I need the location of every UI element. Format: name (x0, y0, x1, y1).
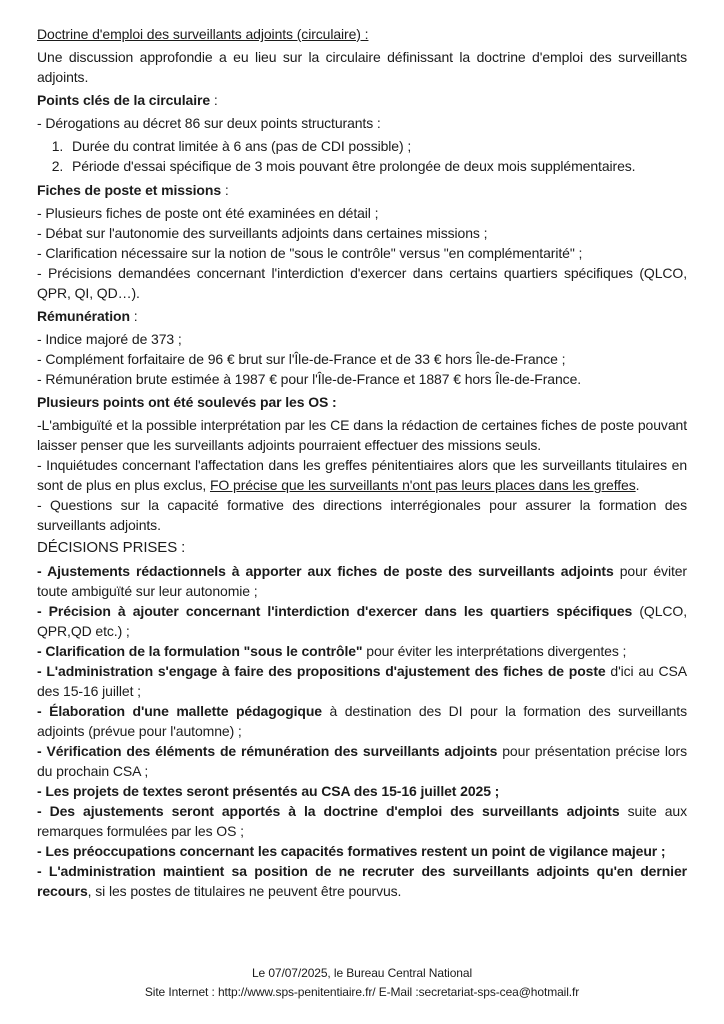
text-segment: Points clés de la circulaire (37, 92, 211, 108)
footer-contact-line: Site Internet : http://www.sps-penitentiaire.fr/ E-Mail :secretariat-sps-cea@hotmail.fr (144, 985, 580, 999)
text-segment: -L'ambiguïté et la possible interprétation par les CE dans la rédaction de certaines fiches de poste pouvant laisser penser que les surveillants adjoints pourraient effectuer des missions seuls. (37, 417, 687, 453)
text-segment: (QLCO, QPR,QD etc.) ; (37, 603, 687, 639)
text-line (37, 781, 687, 801)
text-line (37, 801, 687, 841)
footer-date-line: Le 07/07/2025, le Bureau Central National (251, 966, 473, 980)
text-line (37, 661, 687, 701)
text-segment: : (221, 182, 229, 198)
remuneration-points (37, 329, 687, 389)
intro-paragraph: Une discussion approfondie a eu lieu sur la circulaire définissant la doctrine d'emploi des surveillants adjoints. (37, 49, 687, 85)
list-item: 2. Période d'essai spécifique de 3 mois pouvant être prolongée de deux mois supplémentaires. (67, 156, 687, 176)
fiches-de-poste-points (37, 203, 687, 303)
text-line (37, 243, 687, 263)
section-heading-fiches-de-poste (37, 180, 687, 200)
document-body (37, 90, 687, 901)
text-line (37, 263, 687, 303)
text-segment: . (635, 477, 640, 493)
text-line (37, 741, 687, 781)
text-segment: - Débat sur l'autonomie des surveillants adjoints dans certaines missions ; (37, 225, 488, 241)
text-segment: - Dérogations au décret 86 sur deux points structurants : (37, 115, 381, 131)
section-heading-points-cles (37, 90, 687, 110)
text-segment: , si les postes de titulaires ne peuvent être pourvus. (87, 883, 402, 899)
text-segment: - L'administration maintient sa position de ne recruter des surveillants adjoints qu'en dernier recours (37, 863, 687, 899)
text-line (37, 203, 687, 223)
text-segment: - Clarification de la formulation "sous le contrôle" (37, 643, 363, 659)
text-segment: - Inquiétudes concernant l'affectation dans les greffes pénitentiaires alors que les surveillants titulaires en sont de plus en plus exclus, (37, 457, 687, 493)
text-segment: - Précision à ajouter concernant l'interdiction d'exercer dans les quartiers spécifiques (37, 603, 633, 619)
document-title: Doctrine d'emploi des surveillants adjoints (circulaire) : (37, 26, 369, 42)
list-item: 1. Durée du contrat limitée à 6 ans (pas de CDI possible) ; (67, 136, 687, 156)
text-segment: : (129, 308, 138, 324)
text-segment: - L'administration s'engage à faire des propositions d'ajustement des fiches de poste (37, 663, 606, 679)
text-segment: à destination des DI pour la formation des surveillants adjoints (prévue pour l'automne) ; (37, 703, 687, 739)
text-segment: - Les projets de textes seront présentés au CSA des 15-16 juillet 2025 ; (37, 783, 500, 799)
text-line (37, 495, 687, 535)
contract-ordered-list (37, 136, 687, 176)
section-heading-remuneration (37, 306, 687, 326)
text-line (37, 561, 687, 601)
text-line (37, 349, 687, 369)
text-segment: : (210, 92, 218, 108)
decisions-list (37, 561, 687, 901)
text-segment: - Les préoccupations concernant les capacités formatives restent un point de vigilance majeur ; (37, 843, 666, 859)
section-heading-points-os (37, 392, 687, 412)
text-line (37, 223, 687, 243)
text-line (37, 455, 687, 495)
text-segment: - Ajustements rédactionnels à apporter aux fiches de poste des surveillants adjoints (37, 563, 614, 579)
text-line (37, 841, 687, 861)
text-line (37, 861, 687, 901)
text-segment: Plusieurs points ont été soulevés par les OS : (37, 394, 337, 410)
text-line (37, 601, 687, 641)
text-segment: DÉCISIONS PRISES : (37, 539, 186, 556)
text-line (37, 641, 687, 661)
text-segment: - Des ajustements seront apportés à la doctrine d'emploi des surveillants adjoints (37, 803, 620, 819)
text-segment: - Questions sur la capacité formative des directions interrégionales pour assurer la formation des surveillants adjoints. (37, 497, 687, 533)
text-line (37, 369, 687, 389)
text-line (37, 415, 687, 455)
text-segment: - Précisions demandées concernant l'interdiction d'exercer dans certains quartiers spécifiques (QLCO, QPR, QI, QD…). (37, 265, 687, 301)
text-segment: - Indice majoré de 373 ; (37, 331, 182, 347)
text-segment: - Rémunération brute estimée à 1987 € pour l'Île-de-France et 1887 € hors Île-de-France. (37, 371, 582, 387)
text-segment: - Clarification nécessaire sur la notion de "sous le contrôle" versus "en complémentarité" ; (37, 245, 583, 261)
text-line (37, 701, 687, 741)
text-segment: - Plusieurs fiches de poste ont été examinées en détail ; (37, 205, 379, 221)
text-segment: Fiches de poste et missions (37, 182, 222, 198)
text-segment: pour éviter les interprétations divergentes ; (362, 643, 627, 659)
text-segment: suite aux remarques formulées par les OS ; (37, 803, 687, 839)
text-segment: FO précise que les surveillants n'ont pas leurs places dans les greffes (209, 477, 636, 493)
text-segment: Rémunération (37, 308, 130, 324)
document-footer (0, 964, 724, 1002)
text-segment: pour présentation précise lors du prochain CSA ; (37, 743, 687, 779)
text-segment: - Élaboration d'une mallette pédagogique (37, 703, 322, 719)
os-points (37, 415, 687, 535)
text-segment: - Vérification des éléments de rémunération des surveillants adjoints (37, 743, 498, 759)
section-heading-decisions (37, 538, 687, 558)
derogations-line (37, 113, 687, 133)
text-segment: pour éviter toute ambiguïté sur leur autonomie ; (37, 563, 687, 599)
text-segment: - Complément forfaitaire de 96 € brut sur l'Île-de-France et de 33 € hors Île-de-France ; (37, 351, 566, 367)
text-segment: d'ici au CSA des 15-16 juillet ; (37, 663, 687, 699)
text-line (37, 329, 687, 349)
